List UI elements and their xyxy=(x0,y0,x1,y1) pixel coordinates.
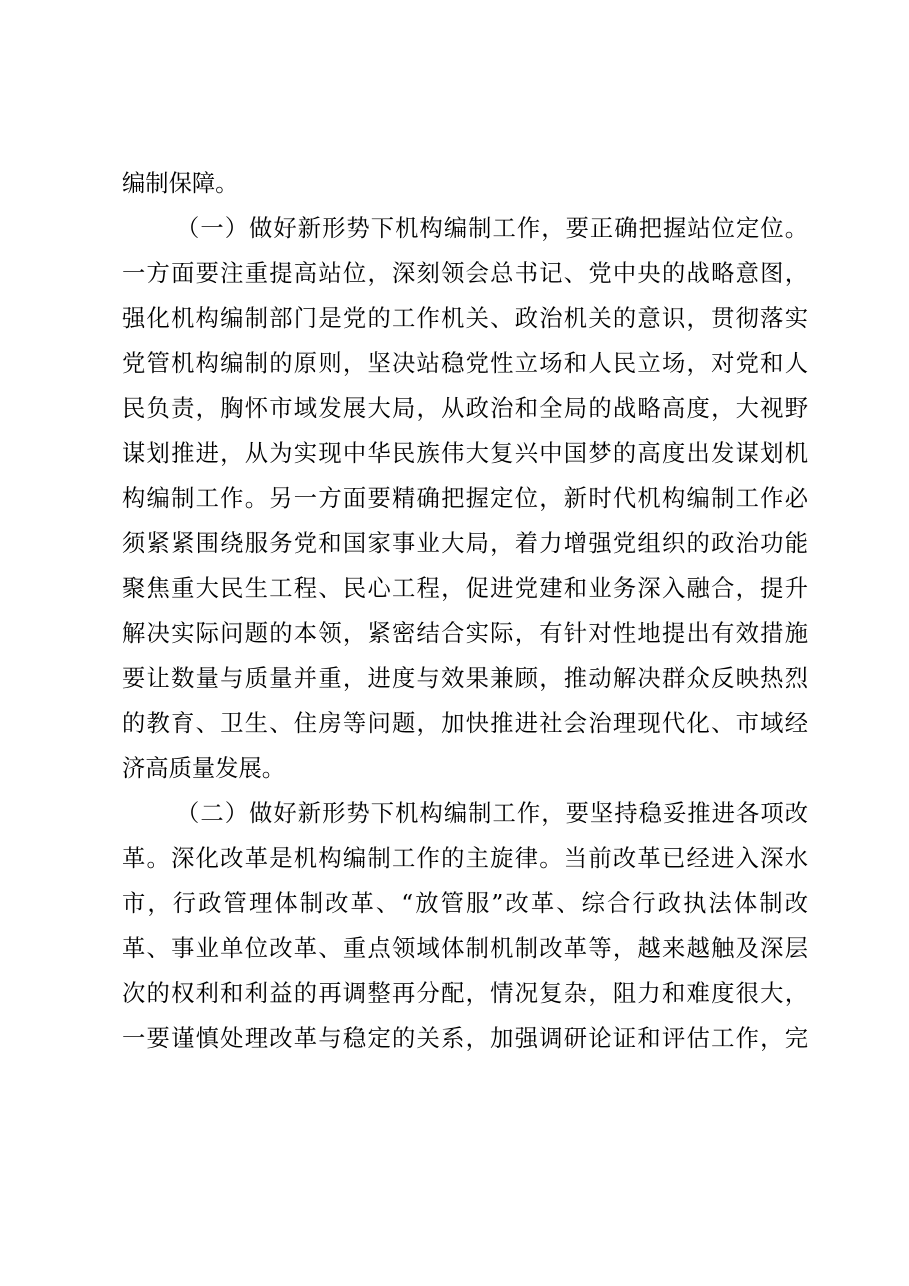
text-line: 编制保障。 xyxy=(122,170,239,197)
text-line: 市，行政管理体制改革、“放管服”改革、综合行政执法体制改 xyxy=(122,890,808,917)
text-line: 革、事业单位改革、重点领域体制机制改革等，越来越触及深层 xyxy=(122,935,808,962)
text-line: 革。深化改革是机构编制工作的主旋律。当前改革已经进入深水 xyxy=(122,845,808,872)
text-line: 的教育、卫生、住房等问题，加快推进社会治理现代化、市域经 xyxy=(122,710,808,737)
text-line: 党管机构编制的原则，坚决站稳党性立场和人民立场，对党和人 xyxy=(122,350,808,377)
section-heading-one: （一）做好新形势下机构编制工作，要正确把握站位定位。 xyxy=(176,215,808,242)
text-line: 强化机构编制部门是党的工作机关、政治机关的意识，贯彻落实 xyxy=(122,305,808,332)
text-line: 一要谨慎处理改革与稳定的关系，加强调研论证和评估工作，完 xyxy=(122,1025,808,1052)
text-line: 谋划推进，从为实现中华民族伟大复兴中国梦的高度出发谋划机 xyxy=(122,440,808,467)
text-line: 解决实际问题的本领，紧密结合实际，有针对性地提出有效措施 xyxy=(122,620,808,647)
text-line: 聚焦重大民生工程、民心工程，促进党建和业务深入融合，提升 xyxy=(122,575,808,602)
text-line: 一方面要注重提高站位，深刻领会总书记、党中央的战略意图， xyxy=(122,260,808,287)
text-line: 构编制工作。另一方面要精确把握定位，新时代机构编制工作必 xyxy=(122,485,808,512)
text-line: 济高质量发展。 xyxy=(122,755,286,782)
text-line: 须紧紧围绕服务党和国家事业大局，着力增强党组织的政治功能 xyxy=(122,530,808,557)
section-heading-two: （二）做好新形势下机构编制工作，要坚持稳妥推进各项改 xyxy=(176,800,808,827)
text-line: 民负责，胸怀市域发展大局，从政治和全局的战略高度，大视野 xyxy=(122,395,808,422)
text-line: 次的权利和利益的再调整再分配，情况复杂，阻力和难度很大， xyxy=(122,980,808,1007)
text-line: 要让数量与质量并重，进度与效果兼顾，推动解决群众反映热烈 xyxy=(122,665,808,692)
